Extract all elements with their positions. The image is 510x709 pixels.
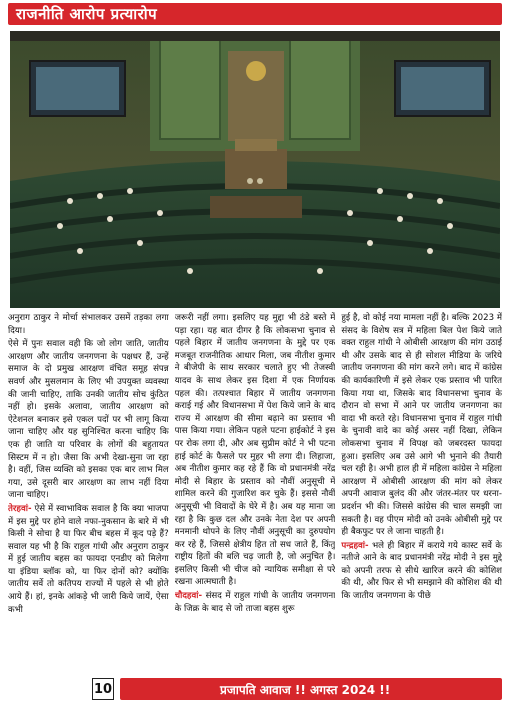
article-body bbox=[8, 312, 502, 660]
article-column-1 bbox=[8, 312, 169, 660]
paragraph-text: भले ही बिहार में कराये गये कास्ट सर्वे के नतीजे आने के बाद प्रधानमंत्री नरेंद्र मोदी ने इस मुद्दे को अपनी तरफ से सीधे खारिज करने की कोशिश की थी, और फिर से भी समझाने की कोशिश की थी कि जातीय जनगणना के पीछे bbox=[341, 540, 503, 602]
paragraph bbox=[8, 503, 169, 616]
paragraph-text: ऐसे में स्वाभाविक सवाल है कि क्या भाजपा में इस मुद्दे पर होने वाले नफा-नुकसान के बारे में भी किसी ने सोचा है या फिर बीच बहस में कूद पड़े हैं? सवाल यह भी है कि राहुल गांधी और अनुराग ठाकुर में हुई जातीय बहस का फायदा एनडीए को मिलेगा या इंडिया ब्लॉक को, या फिर दोनों को? क्योंकि जातीय सर्वे तो कतिपय राज्यों में पहले से भी होते आये हैं। हां, इनके आंकड़े भी जारी किये जायें, ऐसा कभी bbox=[8, 503, 169, 615]
article-column-2 bbox=[175, 312, 336, 660]
paragraph: हुई है, वो कोई नया मामला नहीं है। बल्कि 2023 में संसद के विशेष सत्र में महिला बिल पेश किये जाते वक्त राहुल गांधी ने ओबीसी आरक्षण की मांग उठाई थी और उसके बाद से ही सोशल मीडिया के जरिये जातीय जनगणना की मांग करने लगे। बाद में कांग्रेस की कार्यकारिणी में इसे लेकर एक प्रस्ताव भी पारित किया गया था, जिसके बाद विधानसभा चुनाव के दौरान वो सभा में आने पर जातीय जनगणना का वादा भी करते रहे। विधानसभा चुनाव में राहुल गांधी के चुनावी वादे का कोई असर नहीं दिखा, लेकिन लोकसभा चुनाव में विपक्ष को जबरदस्त फायदा हुआ। इसलिए अब उसे आगे भी भुनाने की तैयारी चल रही है। अभी हाल ही में महिला कांग्रेस ने महिला आरक्षण में ओबीसी आरक्षण की मांग को लेकर अपनी आवाज बुलंद की और जंतर-मंतर पर धरना-प्रदर्शन भी की। जिससे कांग्रेस की चाल समझी जा सकती है। वह पीएम मोदी को उनके ओबीसी मुद्दे पर ही बैकफुट पर ले जाना चाहती है। bbox=[341, 313, 503, 538]
section-title: राजनीति आरोप प्रत्यारोप bbox=[16, 5, 158, 23]
section-lead: पन्द्रहवां- bbox=[341, 540, 369, 551]
paragraph bbox=[341, 540, 502, 603]
publication-name: प्रजापति आवाज !! अगस्त 2024 !! bbox=[220, 683, 391, 697]
page-header bbox=[0, 0, 510, 30]
paragraph bbox=[175, 590, 336, 615]
section-lead: तेरहवां- bbox=[8, 503, 32, 514]
paragraph: जरूरी नहीं लगा। इसलिए यह मुद्दा भी ठंडे बस्ते में पड़ा रहा। यह बात दीगर है कि लोकसभा चुनाव से पहले बिहार में जातीय जनगणना के मुद्दे पर एक मजबूत राजनीतिक आधार मिला, जब नीतीश कुमार ने बीजेपी के साथ सरकार चलाते हुए भी तेजस्वी यादव के साथ लेकर इस दिशा में एक निर्णायक पहल की। तत्पश्चात बिहार में जातीय जनगणना कराई गई और विधानसभा में पेश किये जाने के बाद राज्य में आरक्षण की सीमा बढ़ाने का प्रस्ताव भी पास किया गया। लेकिन पहले पटना हाईकोर्ट ने इस पर रोक लगा दी, और अब सुप्रीम कोर्ट ने भी पटना हाई कोर्ट के फैसले पर मुहर भी लगा दी। लिहाजा, अब नीतीश कुमार कह रहे हैं कि वो प्रधानमंत्री नरेंद्र मोदी से बिहार के प्रस्ताव को नौवीं अनुसूची में शामिल करने की गुजारिश कर चुके हैं। इससे नौवीं अनुसूची भी विवादों के घेरे में है। अब यह माना जा रहा है कि कुछ दल और उनके नेता देश पर अपनी मनमानी थोपने के लिए नौवीं अनुसूची का दुरुपयोग कर रहे हैं, जिससे क्षेत्रीय हित तो सध जाते हैं, किंतु राष्ट्रीय हितों की बलि चढ़ जाती है, जो अनुचित है। इसलिए किसी भी चीज को न्यायिक समीक्षा से परे रखना आत्मघाती है। bbox=[174, 313, 336, 588]
parliament-chamber-image bbox=[10, 31, 500, 308]
page-footer bbox=[0, 672, 510, 702]
article-column-3 bbox=[341, 312, 502, 660]
paragraph: अनुराग ठाकुर ने मोर्चा संभालकर उसमें तड़का लगा दिया। bbox=[8, 313, 169, 336]
page-number: 10 bbox=[92, 678, 114, 700]
paragraph-text: संसद में राहुल गांधी के जातीय जनगणना के जिक्र के बाद से जो ताजा बहस शुरू bbox=[174, 591, 336, 614]
parliament-photo bbox=[10, 31, 500, 308]
paragraph: ऐसे में पुनः सवाल वही कि जो लोग जाति, जातीय आरक्षण और जातीय जनगणना के पक्षधर हैं, उन्हें समाज के दो प्रमुख आरक्षण वंचित समूह संपन्न सवर्ण और मुसलमान के लिए भी उपयुक्त व्यवस्था की जानी चाहिए, ताकि उनकी जातीय सोच कुंठित नहीं हो। इसके अलावा, जातीय आरक्षण को ऐटेशनल बनाकर इसे एकल पदों पर भी लागू किया जाना चाहिए और यह सुनिश्चित करना चाहिए कि एक ही जाति या परिवार के लोगों की बहुतायत सिस्टम में न हो। जैसा कि अभी देखा-सुना जा रहा है। वहीं, जिस व्यक्ति को इसका एक बार लाभ मिल गया, उसे दूसरी बार आरक्षण का लाभ नहीं दिया जाना चाहिए। bbox=[8, 339, 169, 501]
section-lead: चौदहवां- bbox=[174, 591, 203, 602]
